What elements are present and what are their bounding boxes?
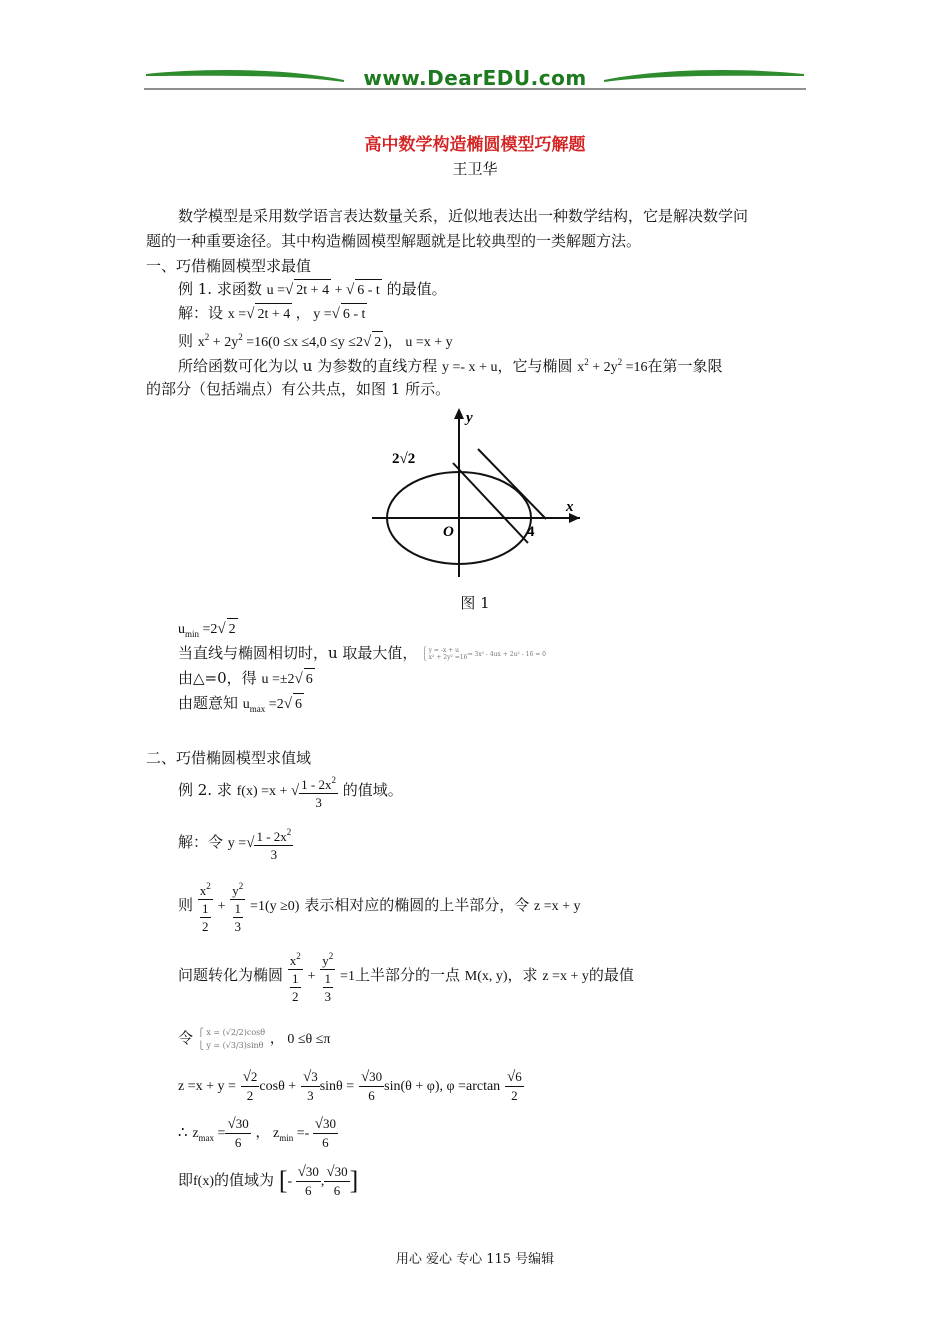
solution2-then: 则 $\frac{x^2}{\frac{1}{2}}$ + $\frac{y^2}{\frac{1}{3}}$ =1(y ≥0) 表示相对应的椭圆的上半部分，令 z =x + y (178, 875, 581, 937)
page-title: 高中数学构造椭圆模型巧解题 (364, 135, 586, 155)
intro-line-2: 题的一种重要途径。其中构造椭圆模型解题就是比较典型的一类解题方法。 (146, 232, 642, 250)
delta-line: 由△=0，得 u =±2√ 6 (178, 667, 315, 691)
solution1-set: 解：设 x =√ 2t + 4 ， y =√ 6 - t (178, 302, 367, 326)
fig-label-2root2: 2√2 (392, 451, 416, 467)
solution2-param: 令 ⎧ x = (√2/2)cosθ ⎩ y = (√3/3)sinθ ， 0 ≤θ ≤π (178, 1028, 331, 1050)
footer: 用心 爱心 专心 115 号编辑 (395, 1252, 555, 1267)
section1-heading: 一、巧借椭圆模型求最值 (146, 257, 312, 275)
solution1-line-eq-2: 的部分（包括端点）有公共点，如图 1 所示。 (146, 380, 451, 398)
fig-label-x: x (566, 499, 574, 515)
fig-label-y: y (466, 410, 473, 426)
solution1-then: 则 $x^2 + 2y^2 =16(0 \le x \le 4,0 \le y \le 2√$ 2 )， u =x + y (178, 326, 453, 354)
figure-1-ellipse (370, 405, 585, 580)
solution2-range: 即f(x)的值域为 [- $\frac{√30}{6}$ , $\frac{√30}{6}$ ] (178, 1164, 359, 1198)
site-logo[interactable]: www.DearEDU.com (363, 66, 587, 90)
solution2-z: z =x + y = $\frac{√2}{2}$ cosθ + $\frac{√3}{3}$ sinθ = $\frac{√30}{6}$ sin(θ + φ), φ =arctan $\frac{√6}{2}$ (178, 1069, 522, 1103)
author: 王卫华 (452, 160, 498, 178)
section2-heading: 二、巧借椭圆模型求值域 (146, 749, 312, 767)
solution1-line-eq: 所给函数可化为以 u 为参数的直线方程 y =- x + u，它与椭圆 $x^2 + 2y^2 =16$在第一象限 (178, 357, 723, 375)
solution2-extrema: ∴ $z_{max}$ = $\frac{√30}{6}$ ， $z_{min}$ =- $\frac{√30}{6}$ (178, 1116, 336, 1150)
fig-label-four: 4 (527, 524, 535, 540)
solution2-problem: 问题转化为椭圆 $\frac{x^2}{\frac{1}{2}}$ + $\frac{y^2}{\frac{1}{3}}$ =1上半部分的一点 M(x, y)，求 z =x + y的最值 (178, 945, 634, 1007)
figure-1-caption: 图 1 (460, 594, 490, 612)
tangent-line: 当直线与椭圆相切时，u 取最大值， ⎧ y = -x + u ⎩ x² + 2y² =16⇒ 3x² - 4ux + 2u² - 16 = 0 (178, 644, 546, 662)
example2: 例 2. 求 f(x) =x + √ $\frac{1 - 2x^2}{3}$ 的值域。 (178, 770, 403, 812)
u-max: 由题意知 $u_{max} =2√$ 6 (178, 694, 302, 714)
fig-label-origin: O (443, 524, 454, 540)
example1: 例 1. 求函数 u =√ 2t + 4 + √ 6 - t 的最值。 (178, 278, 447, 302)
intro-line-1: 数学模型是采用数学语言表达数量关系，近似地表达出一种数学结构，它是解决数学问 (178, 207, 749, 225)
u-min: $u_{min} =2√$ 2 (178, 617, 238, 645)
solution2-let: 解：令 y =√ $\frac{1 - 2x^2}{3}$ (178, 822, 293, 864)
